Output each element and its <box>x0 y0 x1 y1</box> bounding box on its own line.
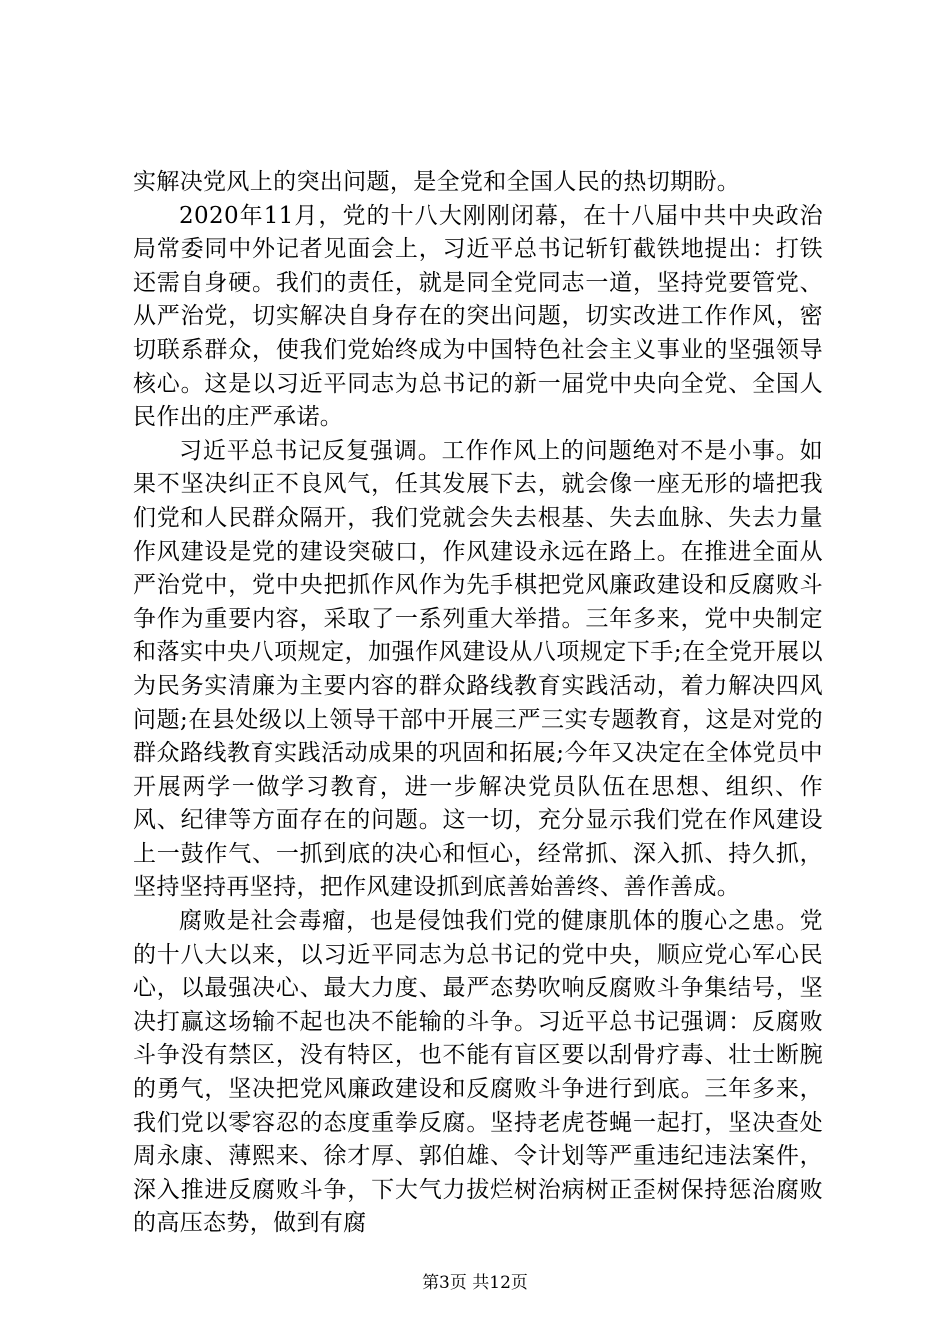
paragraph-3: 习近平总书记反复强调。工作作风上的问题绝对不是小事。如果不坚决纠正不良风气，任其发展下去，就会像一座无形的墙把我们党和人民群众隔开，我们党就会失去根基、失去血脉、失去力量作风建设是党的建设突破口，作风建设永远在路上。在推进全面从严治党中，党中央把抓作风作为先手棋把党风廉政建设和反腐败斗争作为重要内容，采取了一系列重大举措。三年多来，党中央制定和落实中央八项规定，加强作风建设从八项规定下手;在全党开展以为民务实清廉为主要内容的群众路线教育实践活动，着力解决四风问题;在县处级以上领导干部中开展三严三实专题教育，这是对党的群众路线教育实践活动成果的巩固和拓展;今年又决定在全体党员中开展两学一做学习教育，进一步解决党员队伍在思想、组织、作风、纪律等方面存在的问题。这一切，充分显示我们党在作风建设上一鼓作气、一抓到底的决心和恒心，经常抓、深入抓、持久抓，坚持坚持再坚持，把作风建设抓到底善始善终、善作善成。 <box>133 437 823 901</box>
body-text <box>133 166 823 1241</box>
paragraph-1: 实解决党风上的突出问题，是全党和全国人民的热切期盼。 <box>133 169 741 195</box>
page-footer: 第3页 共12页 <box>422 1273 528 1293</box>
paragraph-4: 腐败是社会毒瘤，也是侵蚀我们党的健康肌体的腹心之患。党的十八大以来，以习近平同志为总书记的党中央，顺应党心军心民心，以最强决心、最大力度、最严态势吹响反腐败斗争集结号，坚决打赢这场输不起也决不能输的斗争。习近平总书记强调：反腐败斗争没有禁区，没有特区，也不能有盲区要以刮骨疗毒、壮士断腕的勇气，坚决把党风廉政建设和反腐败斗争进行到底。三年多来，我们党以零容忍的态度重拳反腐。坚持老虎苍蝇一起打，坚决查处周永康、薄熙来、徐才厚、郭伯雄、令计划等严重违纪违法案件，深入推进反腐败斗争，下大气力拔烂树治病树正歪树保持惩治腐败的高压态势，做到有腐 <box>133 908 823 1237</box>
paragraph-2: 2020年11月，党的十八大刚刚闭幕，在十八届中共中央政治局常委同中外记者见面会上，习近平总书记斩钉截铁地提出：打铁还需自身硬。我们的责任，就是同全党同志一道，坚持党要管党、从严治党，切实解决自身存在的突出问题，切实改进工作作风，密切联系群众，使我们党始终成为中国特色社会主义事业的坚强领导核心。这是以习近平同志为总书记的新一届党中央向全党、全国人民作出的庄严承诺。 <box>133 202 823 431</box>
